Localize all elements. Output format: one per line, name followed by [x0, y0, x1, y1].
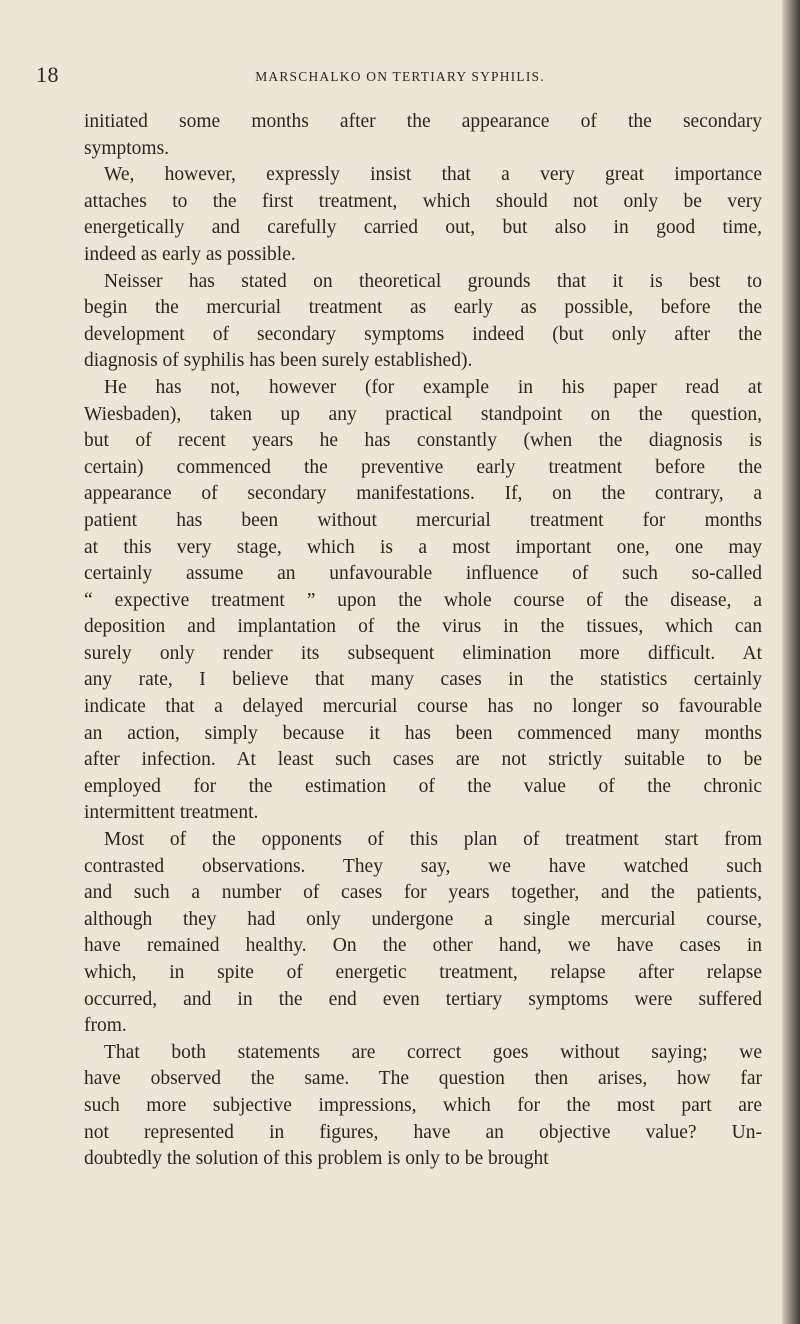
text-line: indeed as early as possible.: [84, 243, 296, 265]
text-line: after infection. At least such cases are not strictly suitable to be: [84, 749, 762, 771]
text-line: He has not, however (for example in his paper read at: [104, 376, 762, 398]
text-line: although they had only undergone a single mercurial course,: [84, 908, 762, 930]
paragraph-p1: [84, 109, 762, 162]
page-header: [0, 62, 800, 92]
text-line: employed for the estimation of the value of the chronic: [84, 775, 762, 797]
running-head: MARSCHALKO ON TERTIARY SYPHILIS.: [255, 69, 545, 84]
paragraph-p3: [84, 269, 762, 375]
text-line: contrasted observations. They say, we have watched such: [84, 855, 762, 877]
text-line: deposition and implantation of the virus in the tissues, which can: [84, 616, 762, 638]
text-line: and such a number of cases for years together, and the patients,: [84, 882, 762, 904]
text-line: but of recent years he has constantly (when the diagnosis is: [84, 430, 762, 452]
body-text: [84, 109, 762, 1173]
text-line: appearance of secondary manifestations. If, on the contrary, a: [84, 483, 762, 505]
text-line: attaches to the first treatment, which should not only be very: [84, 190, 762, 212]
text-line: diagnosis of syphilis has been surely established).: [84, 350, 473, 372]
text-line: development of secondary symptoms indeed (but only after the: [84, 323, 762, 345]
text-line: We, however, expressly insist that a very great importance: [104, 164, 762, 186]
text-line: not represented in figures, have an objective value? Un-: [84, 1121, 762, 1143]
text-line: occurred, and in the end even tertiary symptoms were suffered: [84, 988, 762, 1010]
text-line: an action, simply because it has been commenced many months: [84, 722, 762, 744]
text-line: energetically and carefully carried out, but also in good time,: [84, 217, 762, 239]
text-line: intermittent treatment.: [84, 802, 259, 824]
text-line: certain) commenced the preventive early treatment before the: [84, 456, 762, 478]
text-line: Most of the opponents of this plan of treatment start from: [104, 829, 762, 851]
text-line: which, in spite of energetic treatment, relapse after relapse: [84, 962, 762, 983]
paragraph-p4: [84, 375, 762, 827]
page-number: 18: [36, 62, 59, 87]
text-line: “ expective treatment ” upon the whole course of the disease, a: [84, 589, 762, 611]
text-line: symptoms.: [84, 137, 170, 159]
text-line: Wiesbaden), taken up any practical standpoint on the question,: [84, 403, 762, 425]
text-line: such more subjective impressions, which for the most part are: [84, 1094, 762, 1116]
text-line: patient has been without mercurial treatment for months: [84, 509, 762, 531]
text-line: Neisser has stated on theoretical grounds that it is best to: [104, 270, 762, 292]
paragraph-p6: [84, 1040, 762, 1173]
text-line: have observed the same. The question then arises, how far: [84, 1068, 762, 1090]
text-line: have remained healthy. On the other hand, we have cases in: [84, 935, 762, 957]
paragraph-p5: [84, 827, 762, 1040]
text-line: That both statements are correct goes without saying; we: [104, 1041, 762, 1063]
text-line: doubtedly the solution of this problem is only to be brought: [84, 1148, 549, 1170]
text-line: initiated some months after the appearance of the secondary: [84, 111, 762, 132]
text-line: at this very stage, which is a most important one, one may: [84, 536, 762, 558]
text-line: indicate that a delayed mercurial course has no longer so favourable: [84, 696, 762, 718]
text-line: certainly assume an unfavourable influence of such so-called: [84, 563, 762, 585]
text-line: from.: [84, 1015, 127, 1037]
page-edge-shadow: [782, 0, 800, 1324]
text-line: begin the mercurial treatment as early as possible, before the: [84, 297, 762, 319]
text-line: any rate, I believe that many cases in the statistics certainly: [84, 669, 762, 691]
text-line: surely only render its subsequent elimination more difficult. At: [84, 642, 762, 664]
paragraph-p2: [84, 162, 762, 268]
